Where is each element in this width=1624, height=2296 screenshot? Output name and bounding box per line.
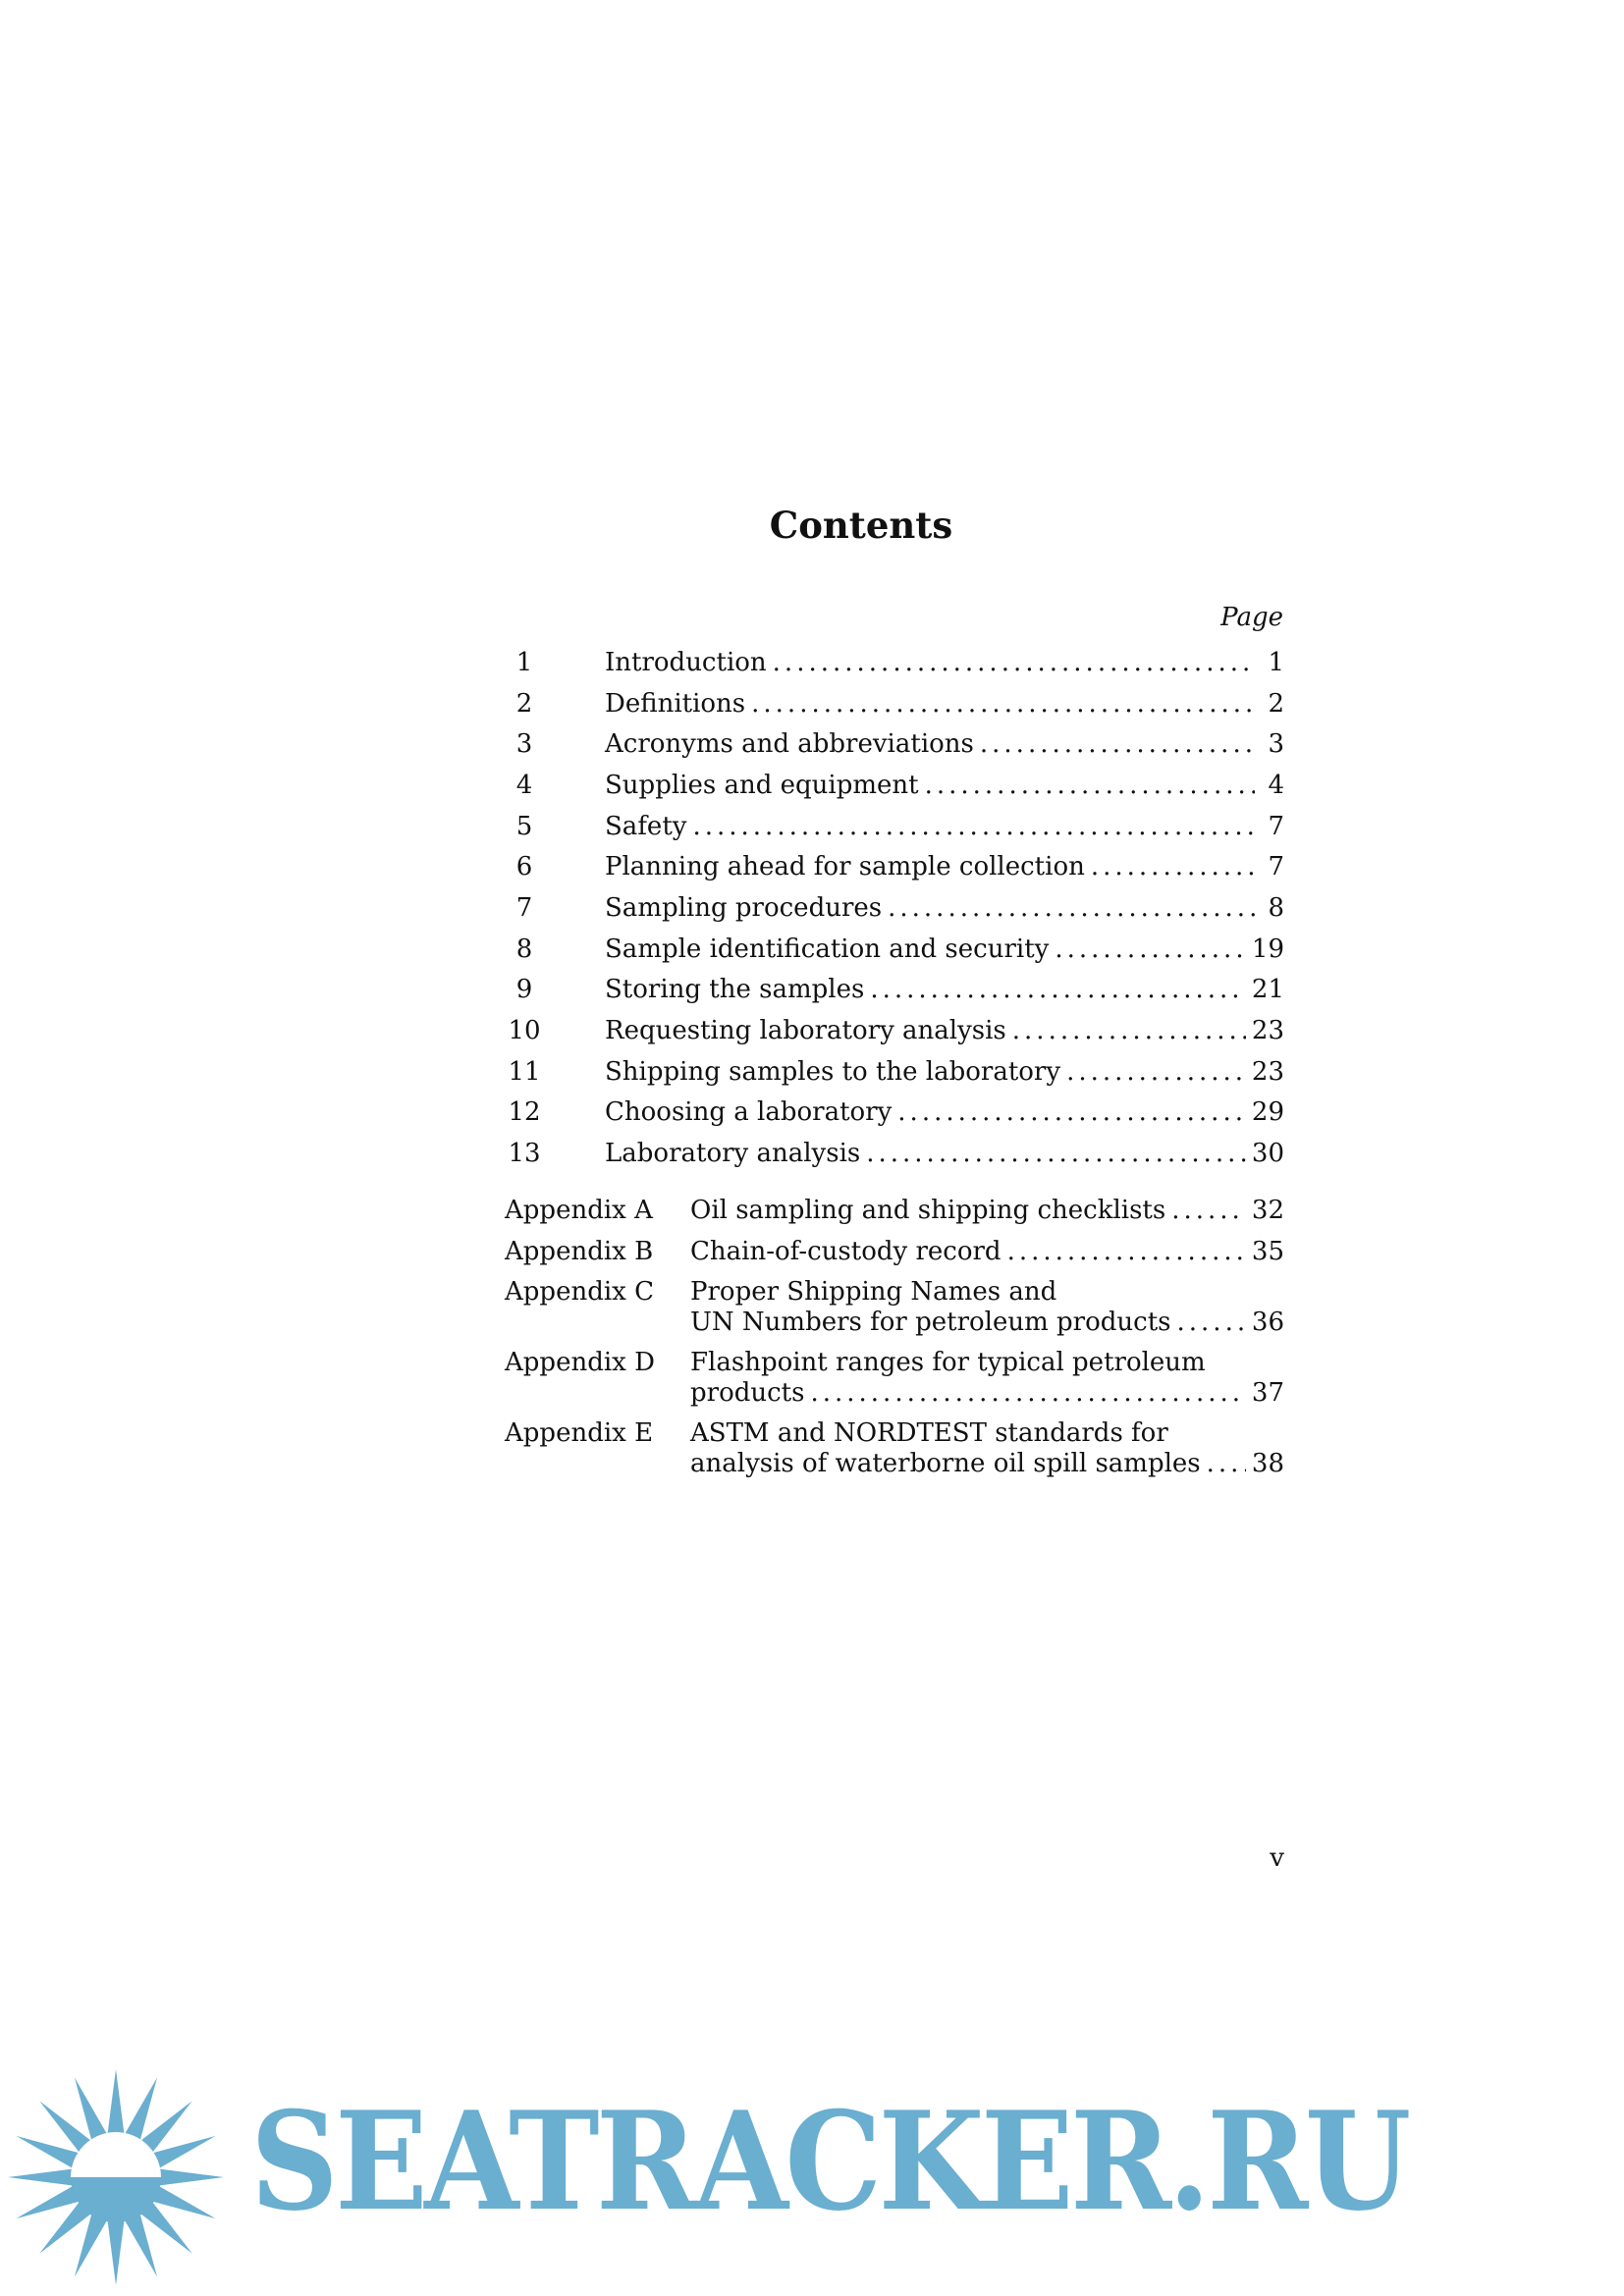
toc-number: 5	[515, 812, 533, 841]
page-column-label: Page	[1220, 603, 1283, 632]
toc-number: 1	[515, 648, 533, 677]
appendix-title-line2: products	[690, 1378, 805, 1408]
leader-dots	[1055, 934, 1246, 965]
toc-page: 2	[1268, 689, 1284, 719]
toc-entry[interactable]	[0, 1016, 1624, 1046]
toc-page: 1	[1268, 648, 1284, 677]
toc-entry[interactable]	[0, 729, 1624, 760]
leader-dots	[751, 689, 1255, 720]
leader-dots	[897, 1097, 1246, 1128]
page-title: Contents	[769, 504, 953, 547]
leader-dots	[1007, 1237, 1246, 1267]
toc-page: 7	[1268, 812, 1284, 841]
leader-dots	[692, 812, 1255, 842]
leader-dots	[980, 729, 1255, 760]
leader-dots	[1171, 1196, 1246, 1226]
sun-icon	[8, 2069, 224, 2285]
leader-dots	[925, 771, 1255, 801]
appendix-title-line1: ASTM and NORDTEST standards for	[690, 1418, 1168, 1448]
appendix-title-line1: Proper Shipping Names and	[690, 1277, 1057, 1307]
toc-number: 2	[515, 689, 533, 719]
toc-page: 23	[1251, 1057, 1284, 1087]
appendix-page: 37	[1251, 1378, 1284, 1408]
leader-dots	[888, 893, 1255, 924]
toc-entry[interactable]	[0, 934, 1624, 965]
toc-number: 8	[515, 934, 533, 964]
toc-entry[interactable]	[0, 893, 1624, 924]
appendix-label: Appendix C	[505, 1277, 654, 1307]
toc-number: 11	[508, 1057, 541, 1087]
toc-title: Requesting laboratory analysis	[605, 1016, 1006, 1045]
toc-number: 12	[508, 1097, 541, 1127]
toc-page: 21	[1251, 975, 1284, 1004]
appendix-label: Appendix A	[505, 1196, 653, 1225]
leader-dots	[773, 648, 1255, 678]
leader-dots	[1066, 1057, 1246, 1088]
toc-page: 23	[1251, 1016, 1284, 1045]
toc-entry[interactable]	[0, 852, 1624, 882]
leader-dots	[1207, 1449, 1246, 1479]
leader-dots	[1177, 1308, 1246, 1338]
toc-title: Definitions	[605, 689, 746, 719]
toc-title: Sample identification and security	[605, 934, 1050, 964]
appendix-title-line2: UN Numbers for petroleum products	[690, 1308, 1171, 1337]
toc-page: 19	[1251, 934, 1284, 964]
toc-title: Acronyms and abbreviations	[605, 729, 974, 759]
watermark-text: SEATRACKER.RU	[250, 2081, 1408, 2241]
toc-number: 7	[515, 893, 533, 923]
appendix-title: Oil sampling and shipping checklists	[690, 1196, 1166, 1225]
toc-entry[interactable]	[0, 1139, 1624, 1169]
appendix-page: 36	[1251, 1308, 1284, 1337]
leader-dots	[870, 975, 1246, 1005]
toc-title: Supplies and equipment	[605, 771, 919, 800]
toc-entry[interactable]	[0, 1097, 1624, 1128]
toc-entry[interactable]	[0, 812, 1624, 842]
toc-number: 6	[515, 852, 533, 881]
toc-number: 9	[515, 975, 533, 1004]
toc-page: 7	[1268, 852, 1284, 881]
toc-page: 8	[1268, 893, 1284, 923]
appendix-title-line2: analysis of waterborne oil spill samples	[690, 1449, 1201, 1478]
toc-title: Planning ahead for sample collection	[605, 852, 1085, 881]
toc-number: 13	[508, 1139, 541, 1168]
page-number: v	[1270, 1843, 1284, 1873]
appendix-label: Appendix B	[505, 1237, 654, 1266]
toc-entry[interactable]	[0, 975, 1624, 1005]
leader-dots	[810, 1378, 1245, 1409]
toc-title: Laboratory analysis	[605, 1139, 861, 1168]
toc-title: Choosing a laboratory	[605, 1097, 893, 1127]
appendix-page: 32	[1251, 1196, 1284, 1225]
toc-entry[interactable]	[0, 1057, 1624, 1088]
leader-dots	[1091, 852, 1255, 882]
toc-number: 4	[515, 771, 533, 800]
appendix-label: Appendix E	[505, 1418, 654, 1448]
toc-page: 30	[1251, 1139, 1284, 1168]
appendix-label: Appendix D	[505, 1348, 655, 1377]
toc-title: Safety	[605, 812, 687, 841]
toc-title: Storing the samples	[605, 975, 865, 1004]
toc-number: 3	[515, 729, 533, 759]
toc-title: Introduction	[605, 648, 767, 677]
appendix-title-line1: Flashpoint ranges for typical petroleum	[690, 1348, 1206, 1377]
toc-page: 3	[1268, 729, 1284, 759]
toc-page: 29	[1251, 1097, 1284, 1127]
appendix-title: Chain-of-custody record	[690, 1237, 1001, 1266]
appendix-page: 38	[1251, 1449, 1284, 1478]
toc-number: 10	[508, 1016, 541, 1045]
appendix-page: 35	[1251, 1237, 1284, 1266]
toc-title: Sampling procedures	[605, 893, 883, 923]
toc-title: Shipping samples to the laboratory	[605, 1057, 1061, 1087]
leader-dots	[1012, 1016, 1246, 1046]
toc-page: 4	[1268, 771, 1284, 800]
leader-dots	[866, 1139, 1246, 1169]
toc-entry[interactable]	[0, 648, 1624, 678]
toc-entry[interactable]	[0, 771, 1624, 801]
toc-entry[interactable]	[0, 689, 1624, 720]
